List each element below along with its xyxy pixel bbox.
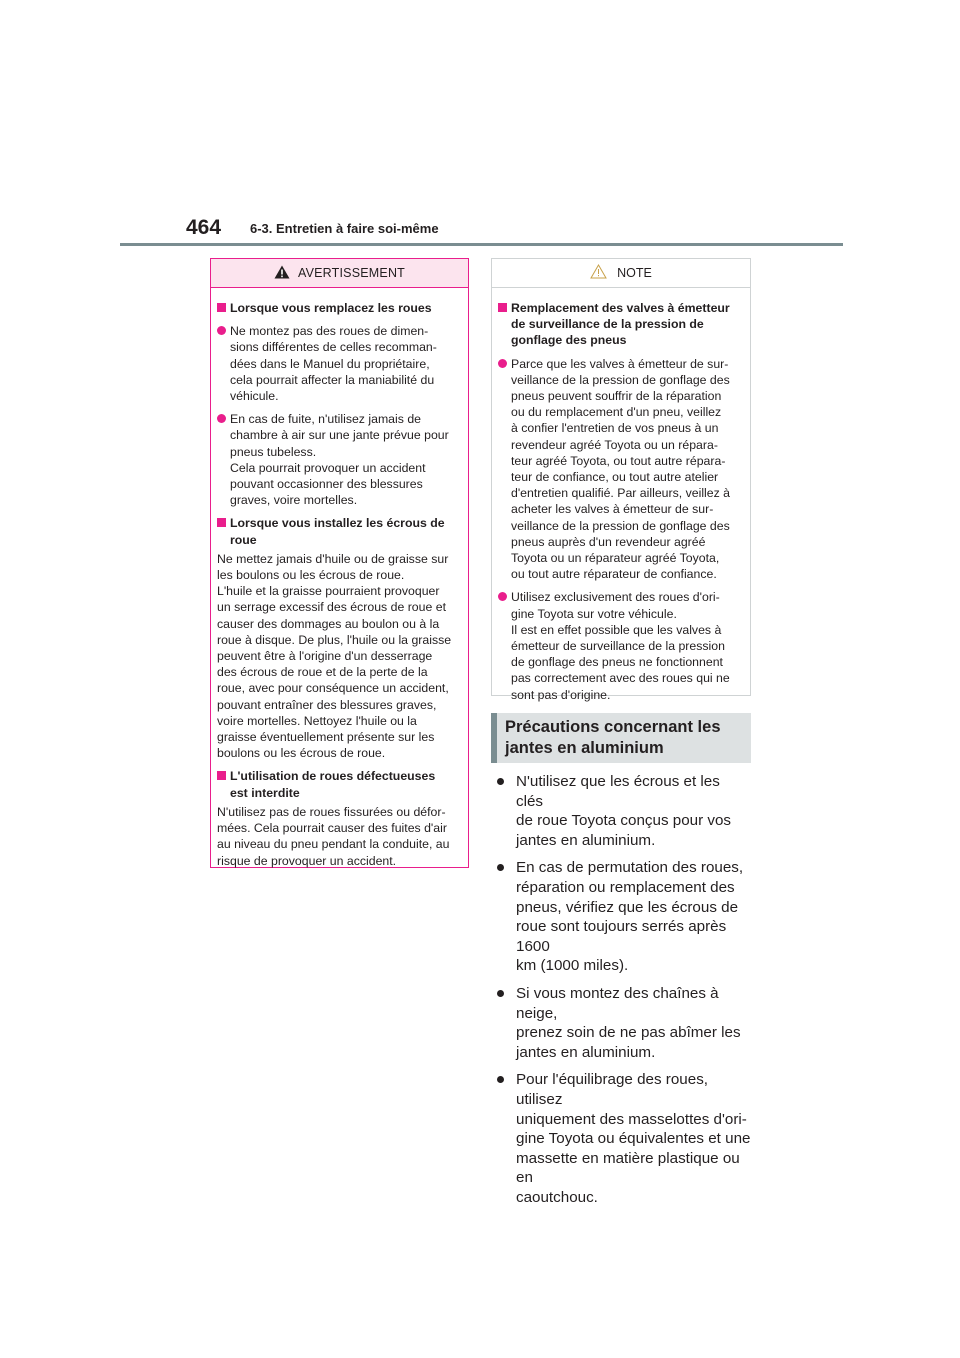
list-item: Pour l'équilibrage des roues, utilisez uniquement des masselottes d'ori- gine Toyota ou équivalentes et une massette en matière plastique ou en caoutchouc. <box>491 1070 751 1207</box>
list-item: Si vous montez des chaînes à neige, prenez soin de ne pas abîmer les jantes en aluminium. <box>491 984 751 1062</box>
list-item: En cas de permutation des roues, réparation ou remplacement des pneus, vérifiez que les écrous de roue sont toujours serrés après 1600 km (1000 miles). <box>491 858 751 976</box>
warning-heading: Lorsque vous remplacez les roues <box>217 300 460 316</box>
header-rule <box>120 243 843 246</box>
warning-triangle-icon <box>274 265 290 282</box>
warning-header <box>211 259 468 288</box>
warning-box <box>210 258 469 868</box>
warning-paragraph: N'utilisez pas de roues fissurées ou défor- mées. Cela pourrait causer des fuites d'air au niveau du pneu pendant la conduite, au risque de provoquer un accident. <box>217 804 450 868</box>
precautions-list <box>491 772 751 1215</box>
warning-heading: L'utilisation de roues défectueuses est interdite <box>217 768 460 800</box>
section-title: 6-3. Entretien à faire soi-même <box>250 221 439 236</box>
note-heading: Remplacement des valves à émetteur de surveillance de la pression de gonflage des pneus <box>498 300 742 349</box>
note-box <box>491 258 751 702</box>
note-header <box>492 259 750 288</box>
warning-bullet: Ne montez pas des roues de dimen- sions différentes de celles recomman- dées dans le Manuel du propriétaire, cela pourrait affecter la maniabilité du véhicule. <box>217 323 460 404</box>
warning-bullet: En cas de fuite, n'utilisez jamais de chambre à air sur une jante prévue pour pneus tubeless. Cela pourrait provoquer un accident pouvant occasionner des blessures graves, voire mortelles. <box>217 411 460 508</box>
warning-title: AVERTISSEMENT <box>297 266 406 280</box>
note-bullet: Utilisez exclusivement des roues d'ori- gine Toyota sur votre véhicule. Il est en effet possible que les valves à émetteur de surveillance de la pression de gonflage des pneus ne fonctionnent pas correctement avec des roues qui ne sont pas d'origine. <box>498 589 742 702</box>
warning-heading: Lorsque vous installez les écrous de roue <box>217 515 460 547</box>
warning-paragraph: Ne mettez jamais d'huile ou de graisse sur les boulons ou les écrous de roue. L'huile et la graisse pourraient provoquer un serrage excessif des écrous de roue et causer des dommages au boulon ou à la roue à disque. De plus, l'huile ou la graisse peuvent être à l'origine d'un desserrage des écrous de roue et de la perte de la roue, avec pour conséquence un accident, pouvant entraîner des blessures graves, voire mortelles. Nettoyez l'huile ou la graisse éventuellement présente sur les boulons ou les écrous de roue. <box>217 551 452 761</box>
note-title: NOTE <box>617 266 652 280</box>
caution-triangle-outline-icon <box>590 264 607 282</box>
page-number: 464 <box>186 216 222 239</box>
note-bullet: Parce que les valves à émetteur de sur- veillance de la pression de gonflage des pneus peuvent souffrir de la réparation ou du remplacement d'un pneu, veillez à confier l'entretien de vos pneus à un revendeur agréé Toyota ou un répara- teur agréé Toyota, ou tout autre répara- teur de confiance, ou tout autre atelier d'entretien qualifié. Par ailleurs, veillez à acheter les valves à émetteur de sur- veillance de la pression de gonflage des pneus auprès d'un revendeur agréé Toyota ou un réparateur agréé Toyota, ou tout autre réparateur de confiance. <box>498 356 742 583</box>
list-item: N'utilisez que les écrous et les clés de roue Toyota conçus pour vos jantes en aluminium. <box>491 772 751 850</box>
precautions-heading: Précautions concernant les jantes en aluminium <box>491 713 751 763</box>
